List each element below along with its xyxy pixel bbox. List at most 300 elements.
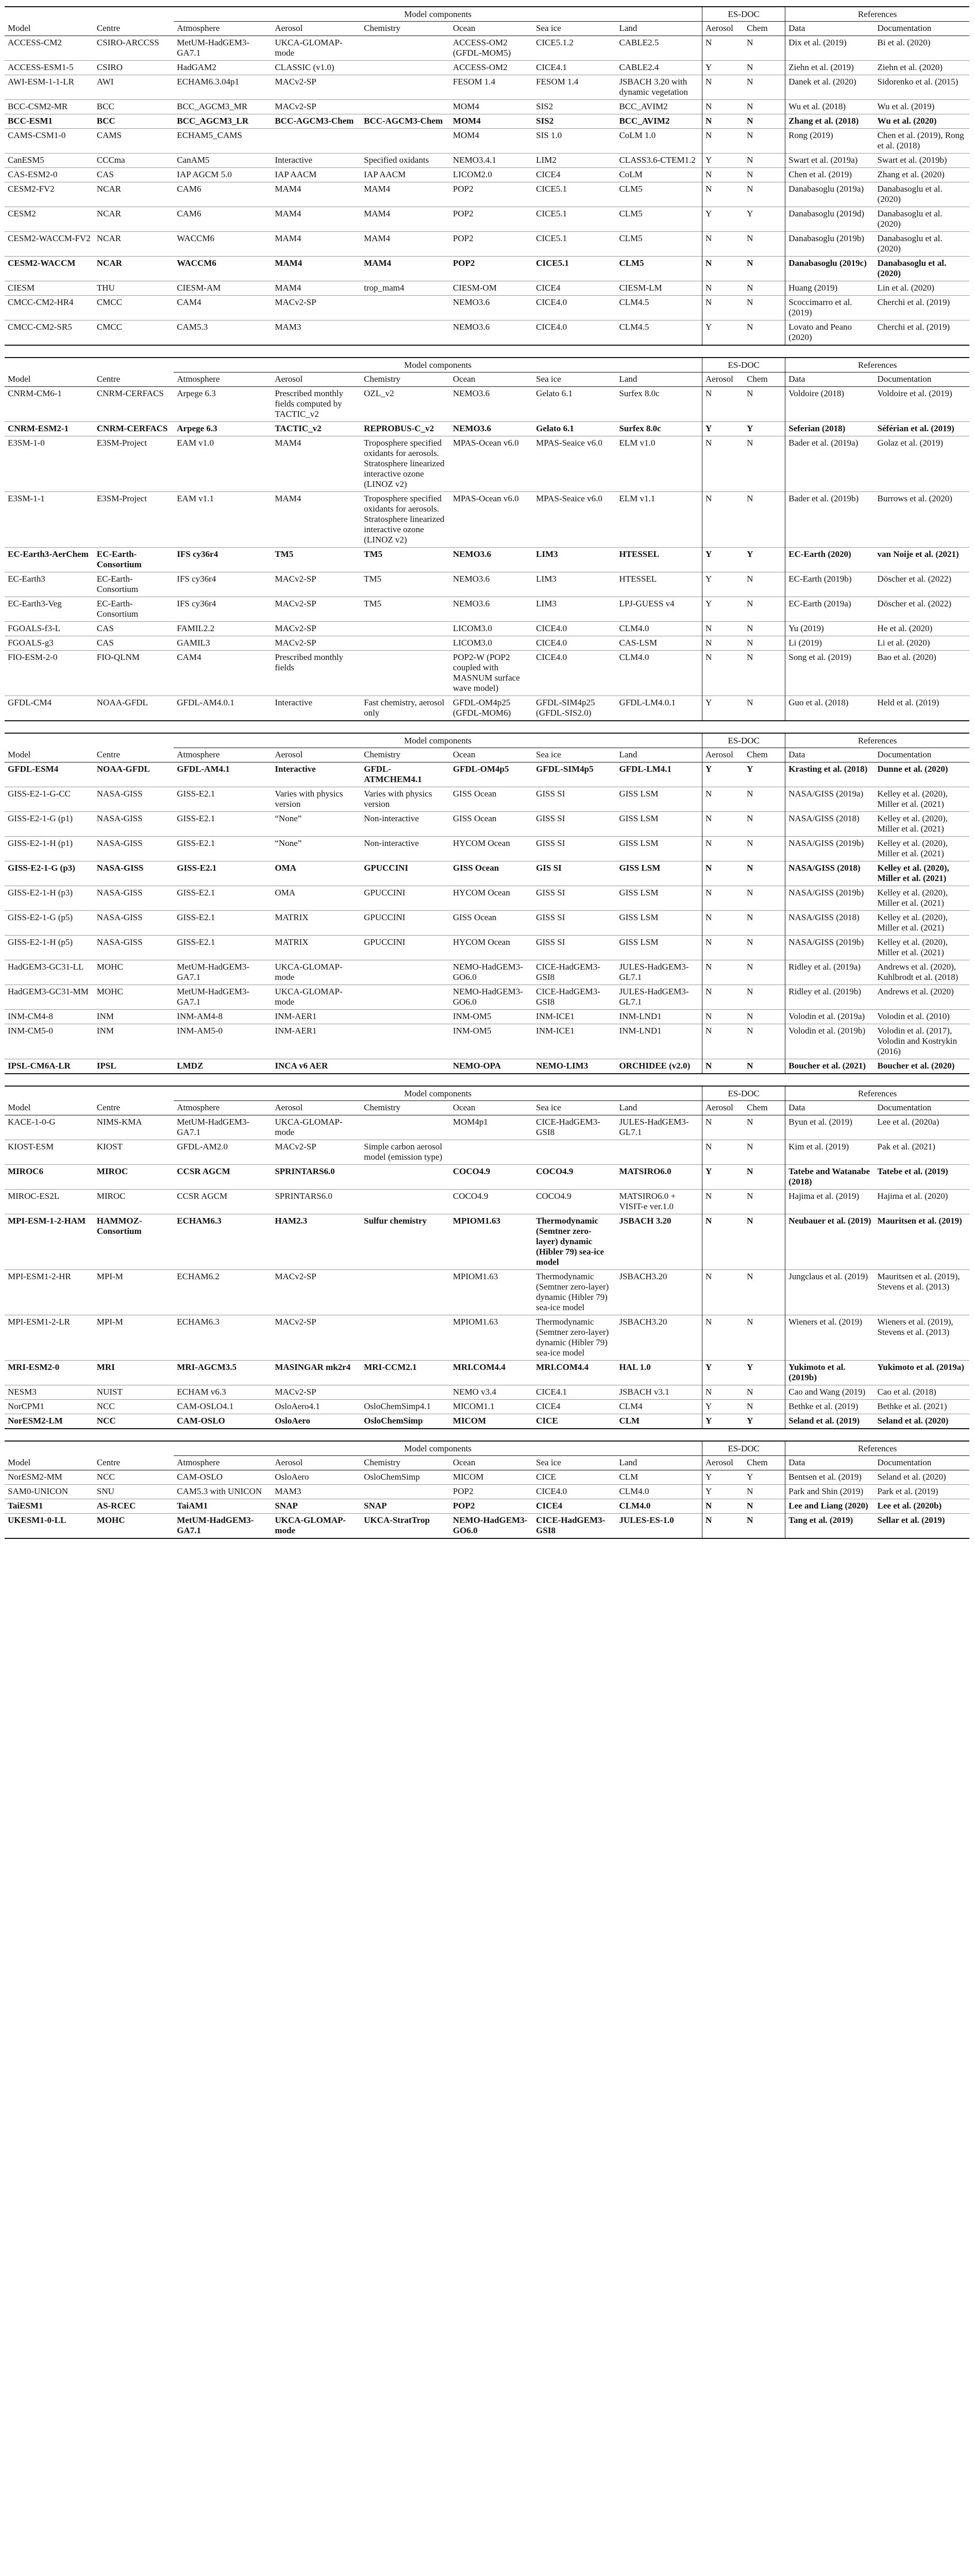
data-ref-cell: Rong (2019) [785, 129, 875, 154]
centre-cell: EC-Earth-Consortium [94, 572, 174, 597]
data-ref-cell: Huang (2019) [785, 281, 875, 296]
model-cell: HadGEM3-GC31-MM [5, 985, 94, 1010]
centre-cell: CMCC [94, 296, 174, 320]
data-ref-cell: Neubauer et al. (2019) [785, 1214, 875, 1270]
aerosol-cell: MACv2-SP [272, 1315, 361, 1361]
atmosphere-cell: HadGAM2 [174, 61, 272, 75]
ocean-cell: ACCESS-OM2 [450, 61, 533, 75]
group-model-components: Model components [174, 7, 702, 22]
sea-ice-cell: CICE4 [533, 281, 616, 296]
data-ref-cell: Lee and Liang (2020) [785, 1499, 875, 1514]
documentation-ref-cell: Chen et al. (2019), Rong et al. (2018) [875, 129, 969, 154]
sea-ice-cell: GIS SI [533, 861, 616, 886]
esdoc-aerosol-cell: Y [702, 548, 744, 572]
centre-cell: NCAR [94, 207, 174, 232]
group-references: References [785, 1442, 969, 1456]
chemistry-cell [361, 1315, 450, 1361]
sea-ice-cell: MPAS-Seaice v6.0 [533, 436, 616, 492]
esdoc-chem-cell: N [744, 320, 785, 345]
esdoc-chem-cell: N [744, 436, 785, 492]
esdoc-chem-cell: N [744, 1385, 785, 1400]
land-cell: MATSIRO6.0 + VISIT-e ver.1.0 [616, 1190, 702, 1214]
column-header-data-ref: Data [785, 748, 875, 762]
aerosol-cell: MAM3 [272, 320, 361, 345]
ocean-cell: ACCESS-OM2 (GFDL-MOM5) [452, 38, 511, 58]
ocean-cell: MPIOM1.63 [450, 1315, 533, 1361]
centre-cell: INM [94, 1024, 174, 1059]
land-cell: LPJ-GUESS v4 [616, 597, 702, 622]
aerosol-cell: INM-AER1 [272, 1024, 361, 1059]
chemistry-cell [361, 1385, 450, 1400]
land-cell: Surfex 8.0c [616, 422, 702, 436]
atmosphere-cell: GFDL-AM4.0.1 [174, 696, 272, 721]
model-cell: TaiESM1 [5, 1499, 94, 1514]
group-spacer [5, 1442, 174, 1456]
atmosphere-cell: GISS-E2.1 [174, 936, 272, 960]
atmosphere-cell: BCC_AGCM3_LR [174, 114, 272, 129]
table-row [5, 232, 969, 257]
centre-cell: NOAA-GFDL [94, 696, 174, 721]
sea-ice-cell: NEMO-LIM3 [533, 1059, 616, 1074]
group-esdoc: ES-DOC [702, 1087, 785, 1101]
table-row [5, 1010, 969, 1024]
documentation-ref-cell: Kelley et al. (2020), Miller et al. (2021) [875, 812, 969, 837]
land-cell: CABLE2.5 [619, 38, 659, 47]
esdoc-aerosol-cell: N [702, 492, 744, 548]
ocean-cell: POP2 [450, 207, 533, 232]
column-header-sea-ice: Sea ice [533, 1456, 616, 1470]
documentation-ref-cell: Swart et al. (2019b) [875, 154, 969, 168]
atmosphere-cell: GISS-E2.1 [174, 837, 272, 861]
column-header-chemistry: Chemistry [361, 748, 450, 762]
esdoc-aerosol-cell: N [702, 837, 744, 861]
column-header-row [5, 22, 969, 36]
sea-ice-cell: GISS SI [533, 911, 616, 936]
model-cell: MIROC6 [5, 1165, 94, 1190]
column-header-aerosol: Aerosol [272, 22, 361, 36]
land-cell: INM-LND1 [616, 1010, 702, 1024]
esdoc-chem-cell: N [744, 1024, 785, 1059]
table-row [5, 1470, 969, 1485]
chemistry-cell [361, 960, 450, 985]
sea-ice-cell: INM-ICE1 [533, 1024, 616, 1059]
documentation-ref-cell: Mauritsen et al. (2019), Stevens et al. (2013) [875, 1270, 969, 1315]
chemistry-cell [361, 1270, 450, 1315]
esdoc-aerosol-cell: Y [702, 1165, 744, 1190]
atmosphere-cell: CAM-OSLO [177, 1472, 223, 1482]
documentation-ref-cell: Kelley et al. (2020), Miller et al. (2021) [875, 837, 969, 861]
data-ref-cell: Cao and Wang (2019) [785, 1385, 875, 1400]
column-header-row [5, 372, 969, 387]
column-header-atmosphere: Atmosphere [174, 22, 272, 36]
esdoc-aerosol-cell: N [702, 75, 744, 100]
atmosphere-cell: CAM6 [174, 182, 272, 207]
centre-cell: NASA-GISS [94, 886, 174, 911]
table-row [5, 636, 969, 651]
sea-ice-cell: CICE5.1 [533, 232, 616, 257]
sea-ice-cell: GFDL-SIM4p5 [536, 764, 594, 774]
model-cell: MPI-ESM1-2-LR [5, 1315, 94, 1361]
sea-ice-cell: MRI.COM4.4 [533, 1361, 616, 1385]
esdoc-aerosol-cell: N [702, 861, 744, 886]
sea-ice-cell: CICE4.0 [533, 1485, 616, 1499]
model-cell: AWI-ESM-1-1-LR [5, 75, 94, 100]
atmosphere-cell: GFDL-AM4.1 [177, 764, 230, 774]
aerosol-cell: MAM3 [272, 1485, 361, 1499]
chemistry-cell [361, 1059, 450, 1074]
atmosphere-cell: CIESM-AM [174, 281, 272, 296]
column-header-documentation-ref: Documentation [875, 372, 969, 387]
centre-cell: MOHC [94, 1514, 174, 1538]
atmosphere-cell: CAM5.3 with UNICON [174, 1485, 272, 1499]
land-cell: CLM5 [616, 182, 702, 207]
esdoc-aerosol-cell: Y [702, 61, 744, 75]
column-header-esdoc-aerosol: Aerosol [702, 1101, 744, 1115]
ocean-cell: MPIOM1.63 [450, 1270, 533, 1315]
atmosphere-cell: CAM-OSLO4.1 [174, 1400, 272, 1414]
land-cell: HTESSEL [616, 572, 702, 597]
sea-ice-cell: GISS SI [533, 936, 616, 960]
esdoc-aerosol-cell: N [702, 232, 744, 257]
land-cell: CLM4 [616, 1400, 702, 1414]
column-header-centre: Centre [94, 22, 174, 36]
ocean-cell: FESOM 1.4 [450, 75, 533, 100]
chemistry-cell [361, 1165, 450, 1190]
column-header-model: Model [5, 22, 94, 36]
chemistry-cell: OsloChemSimp [361, 1414, 450, 1429]
atmosphere-cell: ECHAM5_CAMS [174, 129, 272, 154]
column-header-atmosphere: Atmosphere [174, 372, 272, 387]
atmosphere-cell: WACCM6 [174, 232, 272, 257]
data-ref-cell: Volodin et al. (2019b) [785, 1024, 875, 1059]
esdoc-chem-cell: N [744, 985, 785, 1010]
model-table [5, 1087, 969, 1428]
data-ref-cell: NASA/GISS (2018) [785, 861, 875, 886]
model-cell: GISS-E2-1-H (p1) [5, 837, 94, 861]
model-cell: BCC-CSM2-MR [5, 100, 94, 114]
column-header-documentation-ref: Documentation [875, 1101, 969, 1115]
esdoc-chem-cell: N [744, 114, 785, 129]
land-cell: HTESSEL [616, 548, 702, 572]
esdoc-chem-cell: N [744, 296, 785, 320]
model-table [5, 1442, 969, 1538]
ocean-cell: MICOM [450, 1414, 533, 1429]
atmosphere-cell: Arpege 6.3 [174, 422, 272, 436]
ocean-cell: NEMO3.6 [450, 422, 533, 436]
documentation-ref-cell: Zhang et al. (2020) [875, 168, 969, 182]
aerosol-cell: MAM4 [272, 232, 361, 257]
centre-cell: NCAR [94, 257, 174, 281]
sea-ice-cell: CICE5.1.2 [536, 38, 574, 47]
column-header-aerosol: Aerosol [272, 748, 361, 762]
centre-cell: KIOST [94, 1140, 174, 1165]
centre-cell: FIO-QLNM [94, 651, 174, 696]
column-header-land: Land [616, 1101, 702, 1115]
land-cell: CoLM [616, 168, 702, 182]
documentation-ref-cell: Bethke et al. (2021) [875, 1400, 969, 1414]
group-header-row [5, 1442, 969, 1456]
land-cell: ELM v1.1 [616, 492, 702, 548]
documentation-ref-cell: Séférian et al. (2019) [875, 422, 969, 436]
ocean-cell: MICOM [452, 1472, 484, 1482]
sea-ice-cell: CICE-HadGEM3-GSI8 [533, 1514, 616, 1538]
chemistry-cell [361, 636, 450, 651]
land-cell: CLM [616, 1414, 702, 1429]
documentation-ref-cell: Lin et al. (2020) [875, 281, 969, 296]
atmosphere-cell: GISS-E2.1 [174, 886, 272, 911]
group-header-row [5, 358, 969, 372]
sea-ice-cell: CICE [536, 1472, 556, 1482]
model-cell: E3SM-1-1 [5, 492, 94, 548]
chemistry-cell: Sulfur chemistry [361, 1214, 450, 1270]
chemistry-cell: SNAP [361, 1499, 450, 1514]
atmosphere-cell: ECHAM6.3 [174, 1214, 272, 1270]
data-ref-cell: Yu (2019) [785, 622, 875, 636]
column-header-model: Model [5, 372, 94, 387]
data-ref-cell: Seferian (2018) [785, 422, 875, 436]
esdoc-chem-cell: Y [744, 422, 785, 436]
column-header-ocean: Ocean [450, 1101, 533, 1115]
esdoc-aerosol-cell: Y [702, 1400, 744, 1414]
table-row [5, 1385, 969, 1400]
centre-cell: INM [94, 1010, 174, 1024]
ocean-cell: NEMO-HadGEM3-GO6.0 [450, 1514, 533, 1538]
chemistry-cell: MRI-CCM2.1 [361, 1361, 450, 1385]
ocean-cell: COCO4.9 [450, 1165, 533, 1190]
atmosphere-cell: IFS cy36r4 [174, 548, 272, 572]
column-header-data-ref: Data [785, 1101, 875, 1115]
chemistry-cell [361, 1115, 450, 1140]
table-row [5, 492, 969, 548]
table-row [5, 387, 969, 422]
atmosphere-cell: IFS cy36r4 [174, 572, 272, 597]
column-header-documentation-ref: Documentation [875, 22, 969, 36]
ocean-cell: HYCOM Ocean [450, 837, 533, 861]
column-header-ocean: Ocean [450, 22, 533, 36]
land-cell: GISS LSM [616, 886, 702, 911]
esdoc-aerosol-cell: N [702, 960, 744, 985]
model-cell: FIO-ESM-2-0 [5, 651, 94, 696]
documentation-ref-cell: Döscher et al. (2022) [875, 572, 969, 597]
documentation-ref-cell: Lee et al. (2020a) [877, 1117, 939, 1127]
documentation-ref-cell: Sidorenko et al. (2015) [875, 75, 969, 100]
model-cell: ACCESS-CM2 [8, 38, 62, 47]
aerosol-cell: Varies with physics version [272, 787, 361, 812]
esdoc-chem-cell: N [744, 61, 785, 75]
sea-ice-cell: CICE4.0 [533, 636, 616, 651]
esdoc-chem-cell: N [744, 622, 785, 636]
esdoc-chem-cell: N [744, 154, 785, 168]
table-row [5, 1059, 969, 1074]
group-esdoc: ES-DOC [702, 358, 785, 372]
esdoc-aerosol-cell: N [702, 296, 744, 320]
centre-cell: NOAA-GFDL [96, 764, 150, 774]
esdoc-chem-cell: Y [744, 548, 785, 572]
esdoc-chem-cell: N [744, 100, 785, 114]
documentation-ref-cell: Cao et al. (2018) [875, 1385, 969, 1400]
table-block [5, 357, 969, 721]
sea-ice-cell: SIS 1.0 [533, 129, 616, 154]
model-cell: FGOALS-f3-L [5, 622, 94, 636]
ocean-cell: GFDL-OM4p5 [452, 764, 509, 774]
atmosphere-cell: MRI-AGCM3.5 [174, 1361, 272, 1385]
model-cell: GISS-E2-1-G-CC [5, 787, 94, 812]
group-spacer [5, 1087, 174, 1101]
data-ref-cell: Bethke et al. (2019) [785, 1400, 875, 1414]
model-cell: CNRM-ESM2-1 [5, 422, 94, 436]
table-row [5, 960, 969, 985]
ocean-cell: INM-OM5 [450, 1010, 533, 1024]
data-ref-cell: Chen et al. (2019) [785, 168, 875, 182]
land-cell: ELM v1.0 [616, 436, 702, 492]
group-model-components: Model components [174, 1087, 702, 1101]
centre-cell: NCAR [94, 232, 174, 257]
land-cell: CLM5 [616, 207, 702, 232]
table-row [5, 100, 969, 114]
chemistry-cell: GPUCCINI [361, 911, 450, 936]
ocean-cell: GISS Ocean [450, 911, 533, 936]
atmosphere-cell: GISS-E2.1 [174, 812, 272, 837]
data-ref-cell: Danabasoglu (2019c) [785, 257, 875, 281]
table-row [5, 548, 969, 572]
chemistry-cell [361, 985, 450, 1010]
table-row [5, 422, 969, 436]
column-header-chemistry: Chemistry [361, 1101, 450, 1115]
aerosol-cell: MAM4 [272, 436, 361, 492]
chemistry-cell: Troposphere specified oxidants for aerosols. Stratosphere linearized interactive ozone (LINOZ v2) [361, 436, 450, 492]
centre-cell: BCC [94, 100, 174, 114]
aerosol-cell: Prescribed monthly fields [272, 651, 361, 696]
group-model-components: Model components [174, 1442, 702, 1456]
land-cell: JSBACH v3.1 [616, 1385, 702, 1400]
atmosphere-cell: CAM5.3 [174, 320, 272, 345]
ocean-cell: MOM4 [450, 100, 533, 114]
sea-ice-cell: CICE5.1 [533, 182, 616, 207]
column-header-land: Land [616, 748, 702, 762]
aerosol-cell: MACv2-SP [272, 1385, 361, 1400]
atmosphere-cell: CAM6 [174, 207, 272, 232]
model-cell: E3SM-1-0 [5, 436, 94, 492]
sea-ice-cell: GISS SI [533, 886, 616, 911]
esdoc-chem-cell: N [744, 597, 785, 622]
documentation-ref-cell: van Noije et al. (2021) [875, 548, 969, 572]
data-ref-cell: Guo et al. (2018) [785, 696, 875, 721]
table-row [5, 320, 969, 345]
chemistry-cell: Troposphere specified oxidants for aerosols. Stratosphere linearized interactive ozone (LINOZ v2) [361, 492, 450, 548]
sea-ice-cell: Thermodynamic (Semtner zero-layer) dynamic (Hibler 79) sea-ice model [533, 1270, 616, 1315]
model-cell: HadGEM3-GC31-LL [5, 960, 94, 985]
chemistry-cell [361, 100, 450, 114]
column-header-chemistry: Chemistry [361, 22, 450, 36]
table-row [5, 129, 969, 154]
ocean-cell: NEMO-HadGEM3-GO6.0 [450, 960, 533, 985]
chemistry-cell [361, 1190, 450, 1214]
centre-cell: SNU [94, 1485, 174, 1499]
chemistry-cell [361, 75, 450, 100]
data-ref-cell: NASA/GISS (2018) [785, 812, 875, 837]
column-header-data-ref: Data [785, 372, 875, 387]
model-cell: CNRM-CM6-1 [8, 388, 62, 398]
land-cell: HAL 1.0 [616, 1361, 702, 1385]
column-header-model: Model [5, 748, 94, 762]
esdoc-chem-cell: N [744, 1010, 785, 1024]
column-header-land: Land [616, 22, 702, 36]
column-header-sea-ice: Sea ice [533, 22, 616, 36]
atmosphere-cell: ECHAM6.3.04p1 [174, 75, 272, 100]
model-cell: CMCC-CM2-HR4 [5, 296, 94, 320]
esdoc-aerosol-cell: N [702, 886, 744, 911]
model-cell: CMCC-CM2-SR5 [5, 320, 94, 345]
centre-cell: CSIRO-ARCCSS [96, 38, 159, 47]
aerosol-cell: Interactive [275, 764, 316, 774]
sea-ice-cell: Gelato 6.1 [536, 388, 573, 398]
ocean-cell: POP2 [450, 1485, 533, 1499]
table-row [5, 861, 969, 886]
chemistry-cell [361, 296, 450, 320]
model-cell: IPSL-CM6A-LR [5, 1059, 94, 1074]
table-row [5, 1400, 969, 1414]
ocean-cell: MICOM1.1 [450, 1400, 533, 1414]
data-ref-cell: NASA/GISS (2019b) [785, 936, 875, 960]
atmosphere-cell: FAMIL2.2 [174, 622, 272, 636]
esdoc-aerosol-cell: N [702, 1115, 744, 1140]
aerosol-cell: MATRIX [272, 936, 361, 960]
sea-ice-cell: LIM2 [533, 154, 616, 168]
esdoc-aerosol-cell: N [702, 436, 744, 492]
esdoc-chem-cell: N [744, 936, 785, 960]
model-cell: EC-Earth3-Veg [5, 597, 94, 622]
esdoc-chem-cell: N [744, 572, 785, 597]
centre-cell: E3SM-Project [94, 492, 174, 548]
aerosol-cell: OMA [272, 861, 361, 886]
centre-cell: CAMS [94, 129, 174, 154]
ocean-cell [450, 1140, 533, 1165]
data-ref-cell: Hajima et al. (2019) [785, 1190, 875, 1214]
column-header-esdoc-chem: Chem [744, 372, 785, 387]
ocean-cell: NEMO v3.4 [450, 1385, 533, 1400]
centre-cell: NIMS-KMA [96, 1117, 142, 1127]
column-header-atmosphere: Atmosphere [174, 748, 272, 762]
aerosol-cell: MACv2-SP [272, 100, 361, 114]
chemistry-cell [361, 1485, 450, 1499]
esdoc-aerosol-cell: Y [702, 696, 744, 721]
model-cell: INM-CM5-0 [5, 1024, 94, 1059]
land-cell: JSBACH 3.20 [616, 1214, 702, 1270]
land-cell: GISS LSM [616, 787, 702, 812]
ocean-cell: NEMO3.6 [450, 320, 533, 345]
land-cell: GISS LSM [616, 837, 702, 861]
ocean-cell: COCO4.9 [450, 1190, 533, 1214]
esdoc-chem-cell: N [744, 886, 785, 911]
land-cell: JSBACH 3.20 with dynamic vegetation [616, 75, 702, 100]
column-header-esdoc-aerosol: Aerosol [702, 748, 744, 762]
model-cell: BCC-ESM1 [5, 114, 94, 129]
ocean-cell: NEMO3.6 [450, 548, 533, 572]
aerosol-cell: “None” [272, 812, 361, 837]
ocean-cell: LICOM2.0 [450, 168, 533, 182]
sea-ice-cell: CICE4 [533, 1400, 616, 1414]
data-ref-cell: Byun et al. (2019) [785, 1115, 875, 1140]
atmosphere-cell: IFS cy36r4 [174, 597, 272, 622]
model-cell: GFDL-CM4 [5, 696, 94, 721]
table-row [5, 886, 969, 911]
chemistry-cell: Specified oxidants [361, 154, 450, 168]
esdoc-aerosol-cell: Y [702, 1361, 744, 1385]
aerosol-cell: UKCA-GLOMAP-mode [275, 38, 343, 58]
data-ref-cell: Ridley et al. (2019b) [785, 985, 875, 1010]
model-cell: MPI-ESM1-2-HR [5, 1270, 94, 1315]
documentation-ref-cell: Kelley et al. (2020), Miller et al. (2021) [875, 936, 969, 960]
